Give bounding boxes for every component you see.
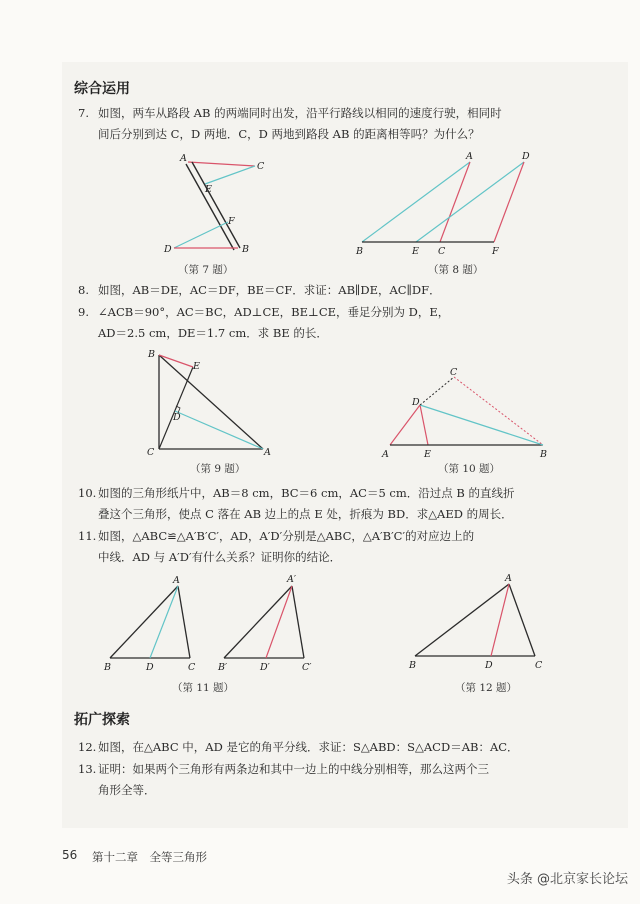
problem-13-number: 13. <box>78 762 97 776</box>
fig10-label-D: D <box>412 397 420 408</box>
fig12-side-AC <box>509 584 535 656</box>
fig9-segment-BE <box>159 355 193 367</box>
figure-8-caption: （第 8 题） <box>428 264 484 276</box>
watermark-text: 头条 @北京家长论坛 <box>506 872 628 887</box>
fig7-label-E: E <box>205 184 212 195</box>
problem-11-line-1: 如图，△ABC≌△A′B′C′，AD，A′D′分别是△ABC，△A′B′C′的对应边上的 <box>98 529 475 543</box>
fig7-label-A: A <box>180 153 187 164</box>
fig7-segment-DF <box>174 222 228 248</box>
fig8-label-D: D <box>522 151 530 162</box>
problem-8 <box>78 280 441 301</box>
problem-11-number: 11. <box>78 529 97 543</box>
fig11a-label-D: D <box>146 662 154 673</box>
fig8-segment-BA <box>362 162 470 242</box>
fig11a-side-AC <box>178 586 190 658</box>
problem-11 <box>78 526 474 568</box>
fig8-label-E: E <box>412 246 419 257</box>
fig12-label-A: A <box>505 573 512 584</box>
fig12-label-B: B <box>409 660 416 671</box>
fig9-label-B: B <box>148 349 155 360</box>
problem-12 <box>78 737 519 758</box>
fig10-segment-DE <box>420 405 428 445</box>
problem-12-line-1: 如图，在△ABC 中，AD 是它的角平分线．求证：S△ABD：S△ACD＝AB：AC． <box>98 740 519 754</box>
problem-7-line-1: 如图，两车从路段 AB 的两端同时出发，沿平行路线以相同的速度行驶，相同时 <box>98 106 502 120</box>
fig9-label-A: A <box>264 447 271 458</box>
fig12-label-D: D <box>485 660 493 671</box>
fig12-bisector-AD <box>491 584 509 656</box>
fig7-label-D: D <box>164 244 172 255</box>
fig9-label-D: D <box>173 412 181 423</box>
fig10-segment-AD <box>390 405 420 445</box>
section-title-comprehensive: 综合运用 <box>74 81 130 97</box>
fig9-side-BA <box>159 355 263 449</box>
fig10-label-B: B <box>540 449 547 460</box>
fig7-label-F: F <box>228 216 235 227</box>
fig11a-label-A: A <box>173 575 180 586</box>
problem-13 <box>78 759 489 801</box>
problem-8-line-1: 如图，AB＝DE，AC＝DF，BE＝CF．求证：AB∥DE，AC∥DF． <box>98 283 441 297</box>
fig10-dashed-CB <box>454 377 543 445</box>
problem-9-number: 9. <box>78 305 89 319</box>
figure-11-triangle-ABC <box>100 572 205 672</box>
fig12-label-C: C <box>535 660 543 671</box>
fig8-segment-AC <box>440 162 470 242</box>
problem-7-number: 7. <box>78 106 89 120</box>
fig8-label-C: C <box>438 246 446 257</box>
problem-10-line-1: 如图的三角形纸片中，AB＝8 cm，BC＝6 cm，AC＝5 cm．沿过点 B 的直线折 <box>98 486 515 500</box>
figure-7-caption: （第 7 题） <box>178 264 234 276</box>
problem-12-number: 12. <box>78 740 97 754</box>
problem-10 <box>78 483 515 525</box>
fig11b-median-AD <box>266 586 292 658</box>
fig7-road-right <box>192 162 240 248</box>
problem-10-line-2: 叠这个三角形，使点 C 落在 AB 边上的点 E 处，折痕为 BD．求△AED 的周长． <box>98 507 513 521</box>
fig9-label-C: C <box>147 447 155 458</box>
problem-13-line-1: 证明：如果两个三角形有两条边和其中一边上的中线分别相等，那么这两个三 <box>98 762 489 776</box>
fig11b-label-A: A′ <box>287 574 297 585</box>
fig10-label-A: A <box>382 449 389 460</box>
problem-7 <box>78 103 502 145</box>
problem-9-line-2: AD＝2.5 cm，DE＝1.7 cm．求 BE 的长． <box>98 326 328 340</box>
figure-11-triangle-A1B1C1 <box>210 572 322 672</box>
figure-9-caption: （第 9 题） <box>190 463 246 475</box>
chapter-title: 第十二章 全等三角形 <box>92 850 207 864</box>
fig9-segment-DA <box>175 411 263 449</box>
problem-10-number: 10. <box>78 486 97 500</box>
figure-10 <box>378 365 553 460</box>
fig11b-label-B: B′ <box>218 662 228 673</box>
fig10-dashed-DC <box>420 377 454 405</box>
figure-9 <box>145 345 275 460</box>
fig7-segment-CE <box>205 166 255 184</box>
fig11a-side-AB <box>110 586 178 658</box>
fig11a-label-B: B <box>104 662 111 673</box>
problem-11-line-2: 中线．AD 与 A′D′有什么关系？证明你的结论． <box>98 550 342 564</box>
fig8-label-A: A <box>466 151 473 162</box>
fig12-side-AB <box>415 584 509 656</box>
fig11a-median-AD <box>150 586 178 658</box>
problem-7-line-2: 间后分别到达 C，D 两地．C，D 两地到路段 AB 的距离相等吗？为什么？ <box>98 127 480 141</box>
figure-11-caption: （第 11 题） <box>172 682 235 694</box>
fig11b-label-C: C′ <box>302 662 312 673</box>
figure-7 <box>160 152 280 262</box>
fig11a-label-C: C <box>188 662 196 673</box>
section-title-explore: 拓广探索 <box>74 712 130 728</box>
figure-12-caption: （第 12 题） <box>455 682 518 694</box>
fig8-label-F: F <box>492 246 499 257</box>
fig7-label-C: C <box>257 161 265 172</box>
fig10-label-C: C <box>450 367 458 378</box>
page-number: 56 <box>62 848 78 862</box>
problem-13-line-2: 角形全等． <box>98 783 156 797</box>
fig11b-side-AB <box>224 586 292 658</box>
fig10-fold-line-DB <box>420 405 543 445</box>
fig9-segment-CE <box>159 367 193 449</box>
fig7-road-left <box>186 164 234 250</box>
figure-12 <box>405 572 560 672</box>
problem-9-line-1: ∠ACB＝90°，AC＝BC，AD⊥CE，BE⊥CE，垂足分别为 D，E， <box>98 305 450 319</box>
fig11b-label-D: D′ <box>260 662 270 673</box>
figure-8 <box>350 150 550 255</box>
fig11b-side-AC <box>292 586 304 658</box>
fig8-label-B: B <box>356 246 363 257</box>
problem-9 <box>78 302 449 344</box>
fig8-segment-ED <box>416 162 524 242</box>
fig10-label-E: E <box>424 449 431 460</box>
fig9-label-E: E <box>193 361 200 372</box>
fig7-segment-AC <box>188 162 255 166</box>
fig7-label-B: B <box>242 244 249 255</box>
figure-10-caption: （第 10 题） <box>438 463 501 475</box>
problem-8-number: 8. <box>78 283 89 297</box>
fig8-segment-DF <box>494 162 524 242</box>
